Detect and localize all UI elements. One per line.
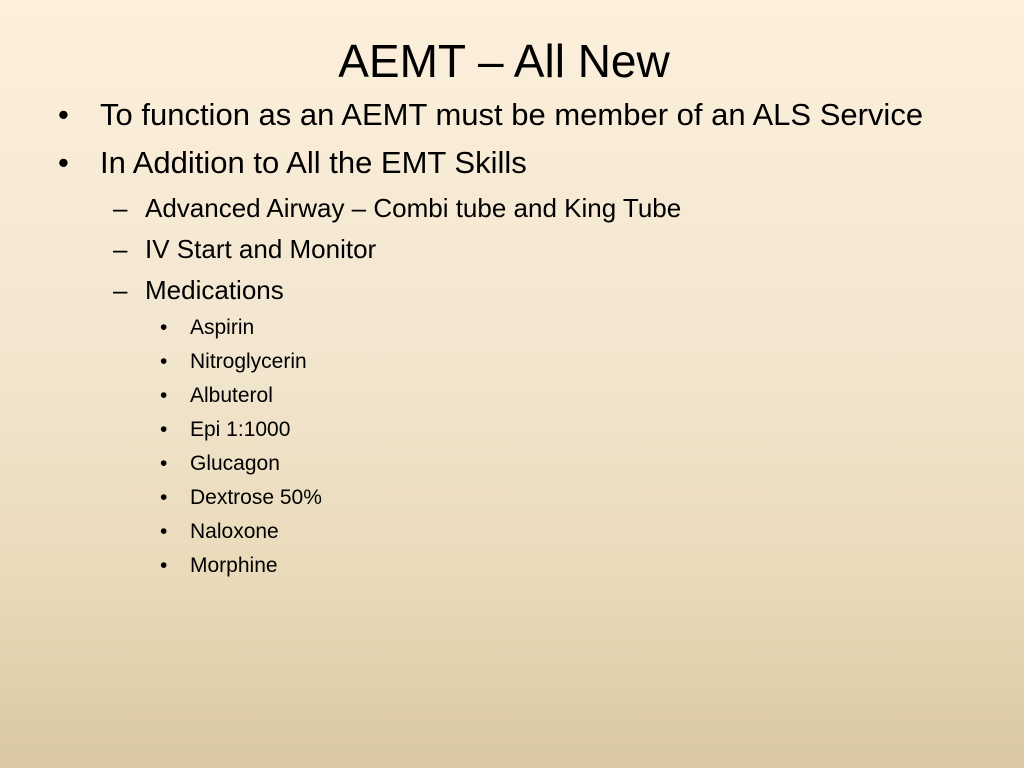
medication-item [160,315,978,341]
bullet-icon: • [58,97,69,132]
bullet-icon: • [160,452,168,475]
slide-body [58,96,978,587]
medication-text: Morphine [190,554,278,577]
sub-bullet-text: Advanced Airway – Combi tube and King Tube [145,193,682,223]
bullet-item [58,96,978,134]
medication-text: Dextrose 50% [190,486,322,509]
bullet-icon: • [160,486,168,509]
bullet-icon: • [160,554,168,577]
slide-title: AEMT – All New [338,35,670,87]
medication-text: Albuterol [190,384,273,407]
bullet-text: In Addition to All the EMT Skills [100,145,527,180]
medication-list [160,315,978,579]
medication-text: Glucagon [190,452,280,475]
sub-bullet-text: IV Start and Monitor [145,234,377,264]
bullet-icon: • [160,418,168,441]
medication-item [160,485,978,511]
sub-bullet-item [113,192,978,225]
bullet-icon: • [160,350,168,373]
dash-icon: – [113,193,128,223]
medication-text: Aspirin [190,316,255,339]
medication-item [160,519,978,545]
bullet-icon: • [160,384,168,407]
dash-icon: – [113,275,128,305]
medication-text: Epi 1:1000 [190,418,291,441]
dash-icon: – [113,234,128,264]
bullet-text: To function as an AEMT must be member of an ALS Service [100,97,924,132]
sub-bullet-item [113,233,978,266]
medication-item [160,451,978,477]
sub-bullet-list [113,192,978,307]
medication-text: Nitroglycerin [190,350,307,373]
sub-bullet-item [113,274,978,307]
medication-item [160,553,978,579]
bullet-icon: • [58,145,69,180]
bullet-item [58,144,978,182]
medication-text: Naloxone [190,520,279,543]
medication-item [160,417,978,443]
bullet-icon: • [160,316,168,339]
medication-item [160,383,978,409]
bullet-icon: • [160,520,168,543]
medication-item [160,349,978,375]
sub-bullet-text: Medications [145,275,284,305]
